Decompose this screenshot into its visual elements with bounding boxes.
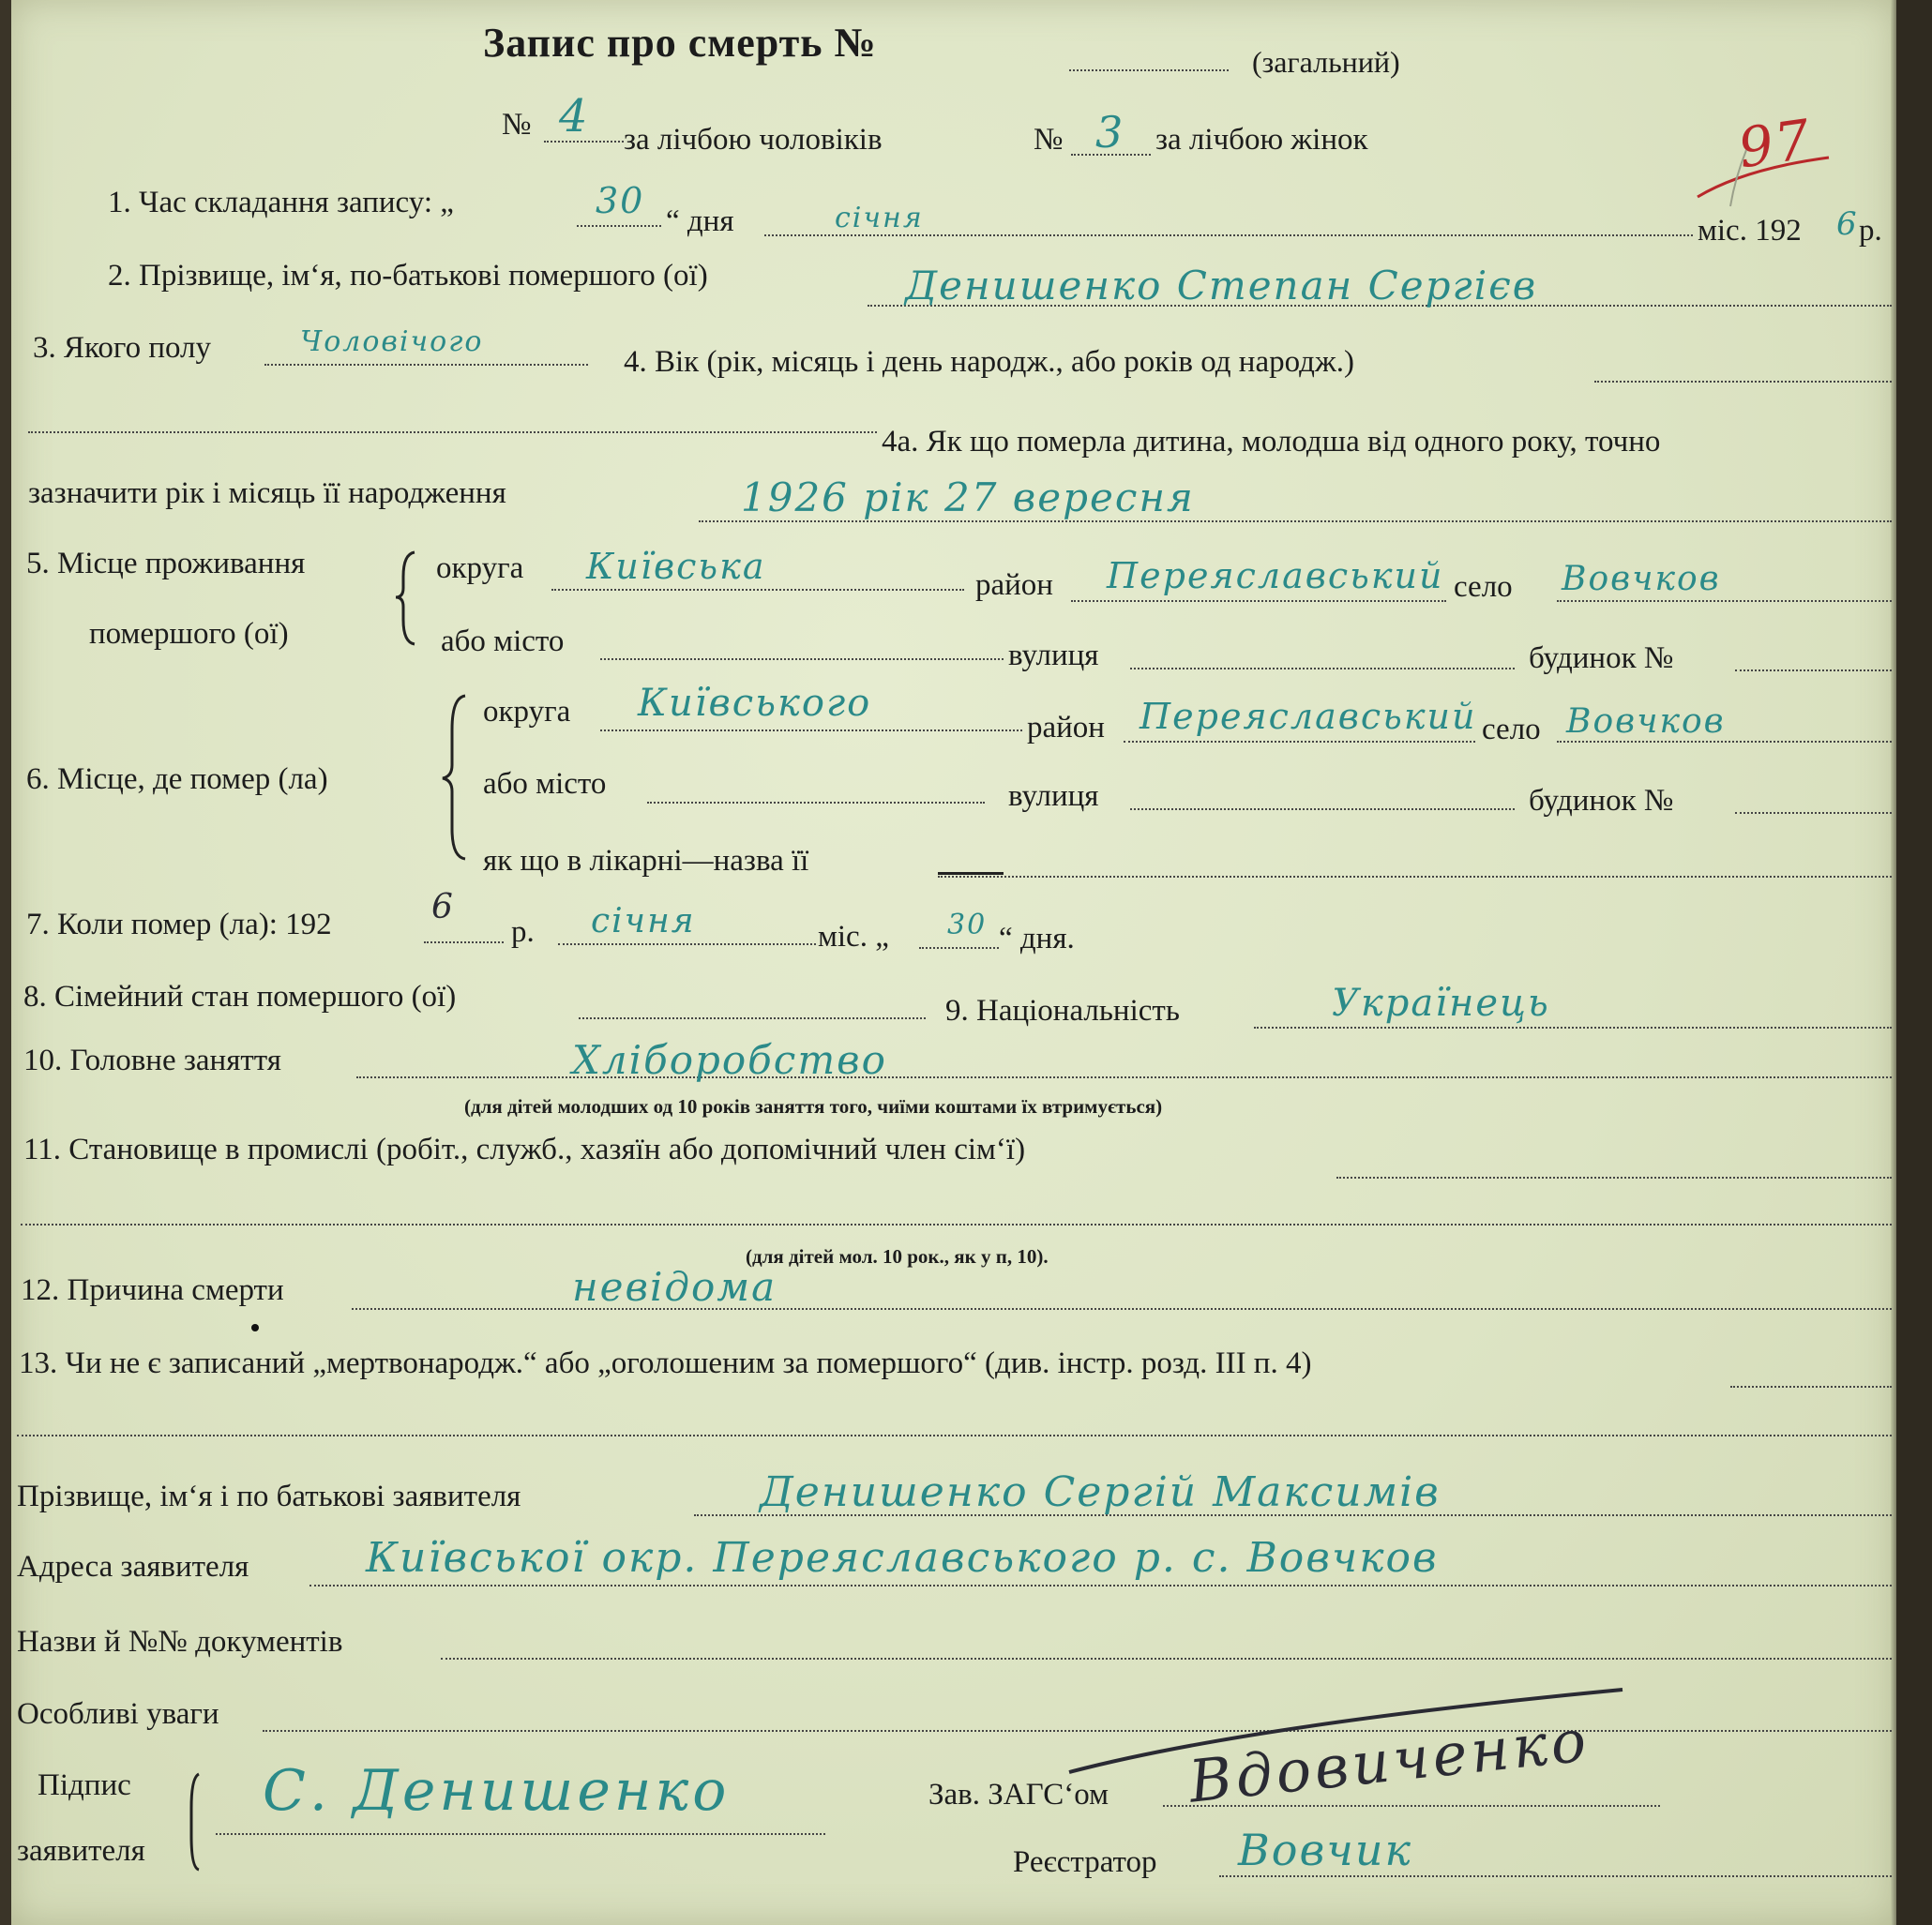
hospital-dash [938, 872, 1004, 875]
f6-raion-value: Переяславський [1140, 696, 1477, 737]
f5-misto-label: або місто [441, 624, 565, 658]
f6-selo-value: Вовчков [1566, 702, 1726, 741]
f10-occupation-value: Хліборобство [572, 1037, 887, 1083]
f1-quote-close: “ дня [666, 204, 734, 238]
men-count-value: 4 [559, 90, 590, 143]
dotted-line [1069, 69, 1229, 71]
f9-label: 9. Національність [945, 994, 1180, 1028]
f1-year-label: міс. 192 [1698, 214, 1802, 248]
dotted-line [764, 234, 1693, 236]
f5-raion-value: Переяславський [1107, 555, 1444, 596]
dotted-line [1594, 381, 1892, 383]
women-count-label: за лічбою жінок [1155, 123, 1368, 157]
ink-dot [251, 1324, 259, 1331]
f3-sex-value: Чоловічого [300, 325, 484, 358]
dotted-line [579, 1017, 926, 1019]
women-count-value: 3 [1095, 107, 1125, 158]
f6-brace [441, 692, 473, 861]
f6-label: 6. Місце, де помер (ла) [26, 762, 328, 796]
dotted-line [1130, 668, 1515, 669]
f5-okruha-value: Київська [586, 546, 766, 587]
f5-brace [394, 549, 422, 647]
dotted-line [919, 947, 999, 949]
applicant-name-value: Денишенко Сергій Максимів [760, 1468, 1441, 1516]
dotted-line [1735, 812, 1892, 814]
applicant-address-label: Адреса заявителя [17, 1550, 249, 1584]
applicant-address-value: Київської окр. Переяславського р. с. Вовчков [366, 1534, 1439, 1582]
dotted-line [17, 1435, 1892, 1436]
f6-selo-label: село [1482, 713, 1541, 746]
f10-label: 10. Головне заняття [23, 1044, 281, 1077]
f8-label: 8. Сімейний стан помершого (ої) [23, 980, 457, 1014]
f7-year-digit: 6 [431, 888, 455, 926]
f10-note: (для дітей молодших од 10 років заняття того, чиїми коштами їх втримується) [464, 1095, 1163, 1118]
f4-label: 4. Вік (рік, місяць і день народж., або років од народж.) [624, 345, 1354, 379]
dotted-line [309, 1585, 1892, 1587]
dotted-line [441, 1658, 1892, 1660]
dotted-line [938, 876, 1892, 878]
f6-raion-label: район [1027, 711, 1105, 744]
f5-label-line2: помершого (ої) [89, 617, 289, 651]
registrar-signature: Вовчик [1238, 1825, 1412, 1875]
dotted-line [1254, 1027, 1892, 1029]
f6-okruha-label: округа [483, 695, 571, 729]
form-title-suffix: (загальний) [1252, 45, 1400, 79]
dotted-line [699, 520, 1892, 522]
f2-label: 2. Прізвище, ім‘я, по-батькові помершого (ої) [108, 259, 708, 293]
registrar-label: Реєстратор [1013, 1845, 1157, 1879]
zags-head-label: Зав. ЗАГС‘ом [928, 1778, 1109, 1812]
f6-okruha-value: Київського [638, 682, 872, 725]
dotted-line [1219, 1875, 1892, 1877]
f7-mis-label: міс. „ [818, 920, 889, 954]
f1-year-suffix: р. [1859, 214, 1882, 248]
f9-nationality-value: Українець [1332, 982, 1550, 1025]
dotted-line [1336, 1177, 1892, 1179]
signature-flourish [1060, 1669, 1641, 1782]
f5-selo-value: Вовчков [1562, 560, 1721, 598]
f12-label: 12. Причина смерти [21, 1273, 284, 1307]
applicant-signature-label-1: Підпис [38, 1768, 131, 1802]
dotted-line [1735, 669, 1892, 671]
f6-misto-label: або місто [483, 767, 607, 801]
f7-label: 7. Коли помер (ла): 192 [26, 908, 332, 941]
f4a-label-line1: 4а. Як що померла дитина, молодша від одного року, точно [882, 425, 1661, 459]
dotted-line [1071, 600, 1446, 602]
dotted-line [1557, 600, 1892, 602]
applicant-signature-label-2: заявителя [17, 1834, 145, 1868]
men-count-label: за лічбою чоловіків [624, 123, 883, 157]
f5-budynok-label: будинок № [1529, 641, 1674, 675]
f7-day-value: 30 [947, 909, 988, 941]
f5-label-line1: 5. Місце проживання [26, 547, 306, 580]
f1-month-value: січня [835, 202, 924, 234]
f6-vulytsia-label: вулиця [1008, 779, 1099, 813]
f5-selo-label: село [1454, 570, 1513, 604]
f2-deceased-name: Денишенко Степан Сергієв [905, 263, 1538, 308]
dotted-line [216, 1833, 825, 1835]
dotted-line [264, 364, 588, 366]
f1-day-value: 30 [596, 180, 645, 221]
f12-note: (для дітей мол. 10 рок., як у п, 10). [746, 1245, 1049, 1268]
signature-brace [186, 1770, 204, 1873]
dotted-line [1130, 808, 1515, 810]
form-title: Запис про смерть № [483, 20, 877, 66]
f6-budynok-label: будинок № [1529, 784, 1674, 818]
f7-day-suffix: “ дня. [999, 922, 1075, 955]
f3-label: 3. Якого полу [33, 331, 212, 365]
dotted-line [600, 658, 1004, 660]
f13-label: 13. Чи не є записаний „мертвонародж.“ або „оголошеним за помершого“ (див. інстр. розд. III п. 4) [19, 1346, 1312, 1380]
dotted-line [1557, 741, 1892, 743]
scan-background [1896, 0, 1932, 1925]
dotted-line [424, 941, 504, 943]
women-number-prefix: № [1034, 123, 1064, 157]
f7-month-value: січня [591, 902, 696, 940]
applicant-name-label: Прізвище, ім‘я і по батькові заявителя [17, 1480, 521, 1513]
f1-year-digit: 6 [1836, 205, 1859, 243]
f7-r-label: р. [511, 915, 535, 949]
men-number-prefix: № [502, 108, 532, 142]
dotted-line [558, 943, 816, 945]
f4a-birth-value: 1926 рік 27 вересня [741, 474, 1195, 520]
dotted-line [1124, 741, 1475, 743]
applicant-signature: С. Денишенко [263, 1758, 731, 1824]
special-notes-label: Особливі уваги [17, 1697, 219, 1731]
dotted-line [647, 802, 985, 804]
page-number: 97 [1734, 107, 1816, 181]
f4a-label-line2: зазначити рік і місяць її народження [28, 476, 506, 510]
red-underline-mark [1679, 131, 1848, 216]
dotted-line [21, 1224, 1892, 1226]
dotted-line [600, 729, 1022, 731]
dotted-line [1730, 1386, 1892, 1388]
f12-cause-value: невідома [572, 1264, 777, 1310]
documents-label: Назви й №№ документів [17, 1625, 343, 1659]
dotted-line [577, 225, 661, 227]
f5-raion-label: район [975, 568, 1053, 602]
zags-head-signature: Вдовиченко [1185, 1706, 1593, 1816]
dotted-line [28, 431, 877, 433]
f5-okruha-label: округа [436, 551, 524, 585]
f11-label: 11. Становище в промислі (робіт., служб., хазяїн або допомічний член сім‘ї) [23, 1133, 1026, 1166]
f6-hospital-label: як що в лікарні—назва її [483, 844, 809, 878]
dotted-line [551, 589, 964, 591]
f5-vulytsia-label: вулиця [1008, 639, 1099, 672]
f1-label: 1. Час складання запису: „ [108, 186, 454, 219]
